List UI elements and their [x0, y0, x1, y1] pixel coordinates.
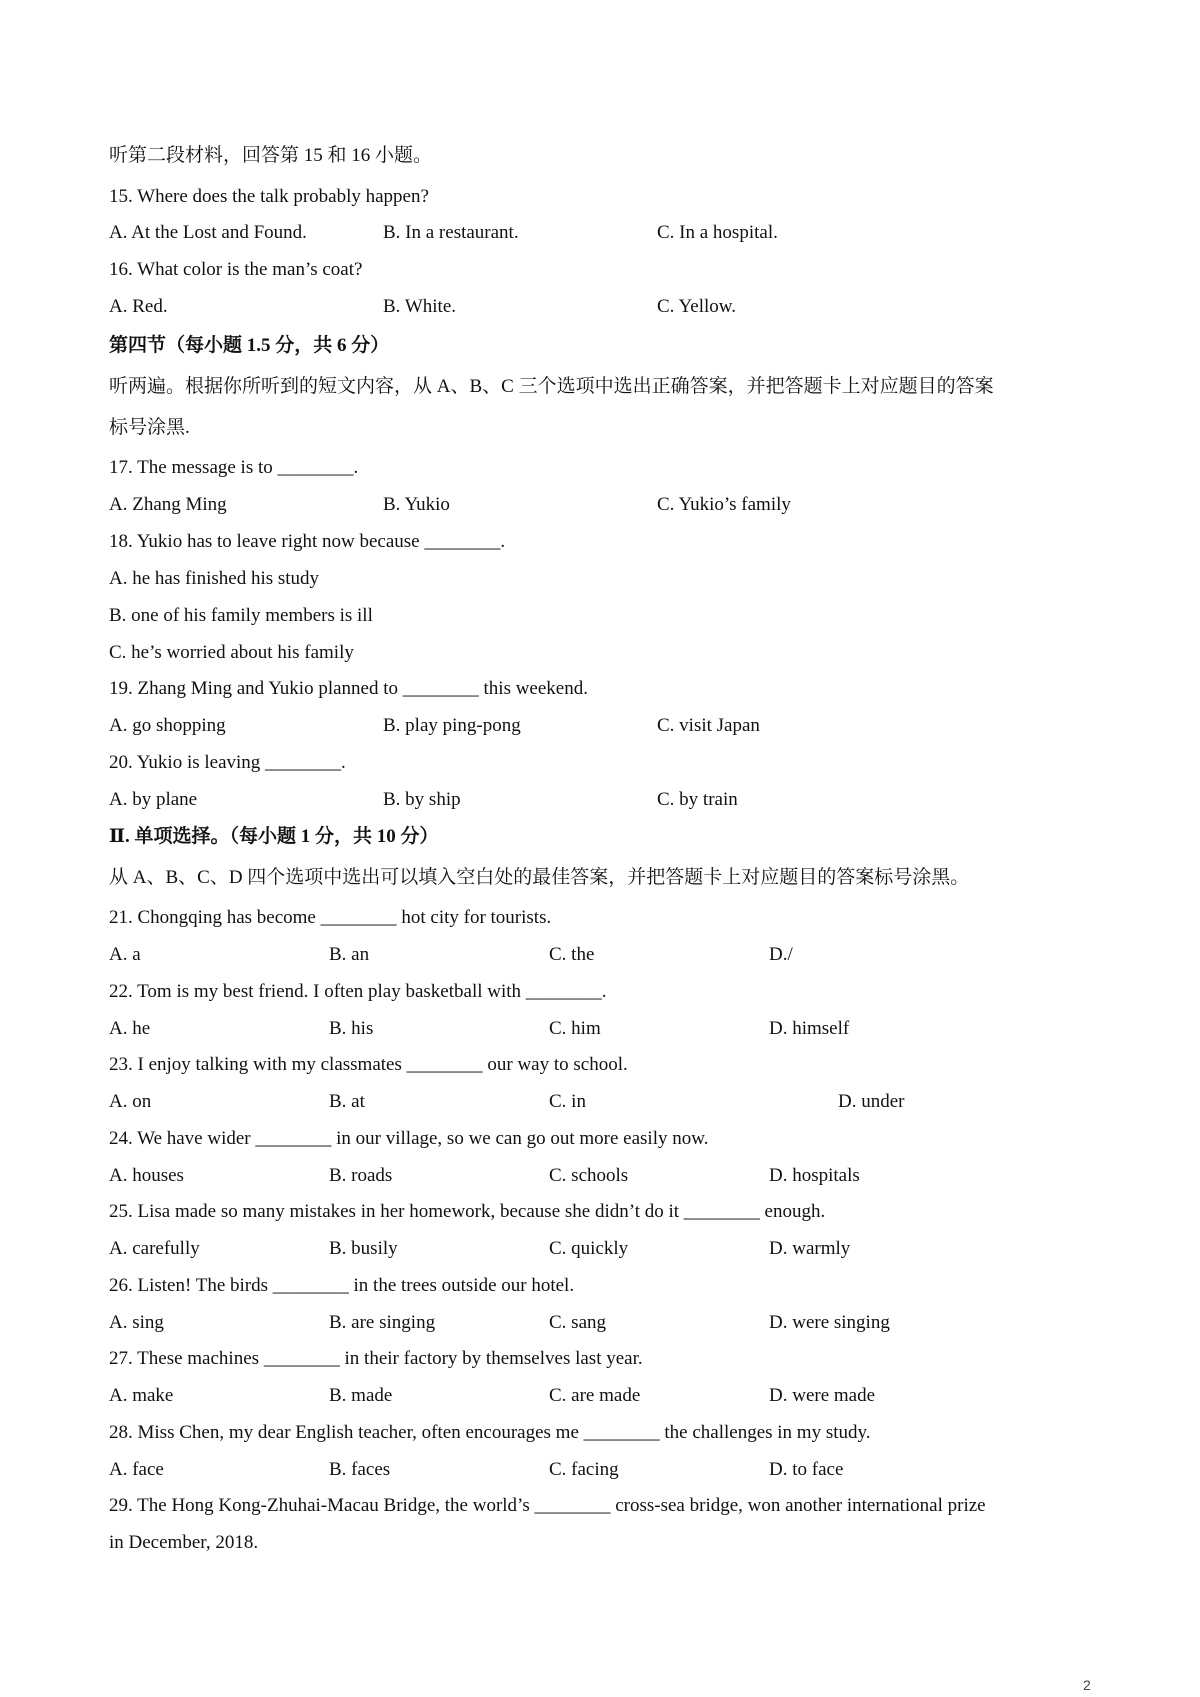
question-23-option-a: A. on: [109, 1091, 152, 1112]
question-18-option-b: B. one of his family members is ill: [109, 605, 373, 626]
question-29-stem-cont: in December, 2018.: [109, 1532, 259, 1553]
question-15-option-a: A. At the Lost and Found.: [109, 222, 307, 243]
question-27-option-c: C. are made: [549, 1385, 641, 1406]
question-24-stem: 24. We have wider ________ in our village, so we can go out more easily now.: [109, 1128, 709, 1149]
question-21-option-b: B. an: [329, 944, 370, 965]
question-28-option-d: D. to face: [769, 1459, 844, 1480]
section-4-instructions-cont: 标号涂黑.: [109, 417, 190, 438]
question-15-option-c: C. In a hospital.: [657, 222, 778, 243]
question-17-option-c: C. Yukio’s family: [657, 494, 791, 515]
question-17-option-a: A. Zhang Ming: [109, 494, 227, 515]
question-20-option-b: B. by ship: [383, 789, 461, 810]
question-26-option-a: A. sing: [109, 1312, 164, 1333]
question-25-option-a: A. carefully: [109, 1238, 200, 1259]
question-28-stem: 28. Miss Chen, my dear English teacher, often encourages me ________ the challenges in my study.: [109, 1422, 871, 1443]
question-25-option-b: B. busily: [329, 1238, 398, 1259]
question-23-option-d: D. under: [838, 1091, 905, 1112]
question-24-option-a: A. houses: [109, 1165, 184, 1186]
question-24-option-d: D. hospitals: [769, 1165, 860, 1186]
question-27-option-d: D. were made: [769, 1385, 876, 1406]
question-16-option-a: A. Red.: [109, 296, 168, 317]
question-26-stem: 26. Listen! The birds ________ in the trees outside our hotel.: [109, 1275, 575, 1296]
question-21-stem: 21. Chongqing has become ________ hot city for tourists.: [109, 907, 552, 928]
question-21-option-d: D./: [769, 944, 793, 965]
question-20-stem: 20. Yukio is leaving ________.: [109, 752, 346, 773]
question-22-option-a: A. he: [109, 1018, 151, 1039]
question-18-stem: 18. Yukio has to leave right now because ________.: [109, 531, 506, 552]
part-2-instructions: 从 A、B、C、D 四个选项中选出可以填入空白处的最佳答案，并把答题卡上对应题目的答案标号涂黑。: [109, 867, 970, 888]
question-22-option-d: D. himself: [769, 1018, 850, 1039]
section-intro: 听第二段材料，回答第 15 和 16 小题。: [109, 145, 433, 166]
question-19-option-a: A. go shopping: [109, 715, 226, 736]
question-24-option-b: B. roads: [329, 1165, 393, 1186]
question-15-stem: 15. Where does the talk probably happen?: [109, 186, 429, 207]
question-27-option-a: A. make: [109, 1385, 174, 1406]
part-2-heading: Ⅱ. 单项选择。（每小题 1 分，共 10 分）: [109, 826, 439, 847]
page-number: 2: [1083, 1677, 1091, 1693]
question-19-option-b: B. play ping-pong: [383, 715, 521, 736]
question-16-stem: 16. What color is the man’s coat?: [109, 259, 363, 280]
question-17-option-b: B. Yukio: [383, 494, 450, 515]
question-27-option-b: B. made: [329, 1385, 393, 1406]
section-4-instructions: 听两遍。根据你所听到的短文内容，从 A、B、C 三个选项中选出正确答案，并把答题卡上对应题目的答案: [109, 376, 994, 397]
question-28-option-a: A. face: [109, 1459, 164, 1480]
question-27-stem: 27. These machines ________ in their factory by themselves last year.: [109, 1348, 643, 1369]
question-20-option-c: C. by train: [657, 789, 738, 810]
question-24-option-c: C. schools: [549, 1165, 629, 1186]
question-21-option-c: C. the: [549, 944, 595, 965]
question-29-stem: 29. The Hong Kong-Zhuhai-Macau Bridge, the world’s ________ cross-sea bridge, won another international prize: [109, 1495, 986, 1516]
question-22-stem: 22. Tom is my best friend. I often play basketball with ________.: [109, 981, 607, 1002]
question-26-option-c: C. sang: [549, 1312, 606, 1333]
question-23-option-c: C. in: [549, 1091, 586, 1112]
question-26-option-d: D. were singing: [769, 1312, 890, 1333]
question-23-option-b: B. at: [329, 1091, 365, 1112]
question-23-stem: 23. I enjoy talking with my classmates ________ our way to school.: [109, 1054, 628, 1075]
question-16-option-c: C. Yellow.: [657, 296, 737, 317]
section-4-heading: 第四节（每小题 1.5 分，共 6 分）: [109, 335, 390, 356]
question-16-option-b: B. White.: [383, 296, 457, 317]
question-20-option-a: A. by plane: [109, 789, 198, 810]
question-19-option-c: C. visit Japan: [657, 715, 760, 736]
question-22-option-c: C. him: [549, 1018, 601, 1039]
question-18-option-c: C. he’s worried about his family: [109, 642, 354, 663]
question-22-option-b: B. his: [329, 1018, 374, 1039]
question-15-option-b: B. In a restaurant.: [383, 222, 519, 243]
question-18-option-a: A. he has finished his study: [109, 568, 320, 589]
question-21-option-a: A. a: [109, 944, 141, 965]
question-25-option-d: D. warmly: [769, 1238, 851, 1259]
question-28-option-c: C. facing: [549, 1459, 619, 1480]
question-28-option-b: B. faces: [329, 1459, 391, 1480]
question-25-stem: 25. Lisa made so many mistakes in her homework, because she didn’t do it ________ enough.: [109, 1201, 826, 1222]
question-17-stem: 17. The message is to ________.: [109, 457, 359, 478]
question-19-stem: 19. Zhang Ming and Yukio planned to ________ this weekend.: [109, 678, 588, 699]
question-26-option-b: B. are singing: [329, 1312, 436, 1333]
question-25-option-c: C. quickly: [549, 1238, 629, 1259]
